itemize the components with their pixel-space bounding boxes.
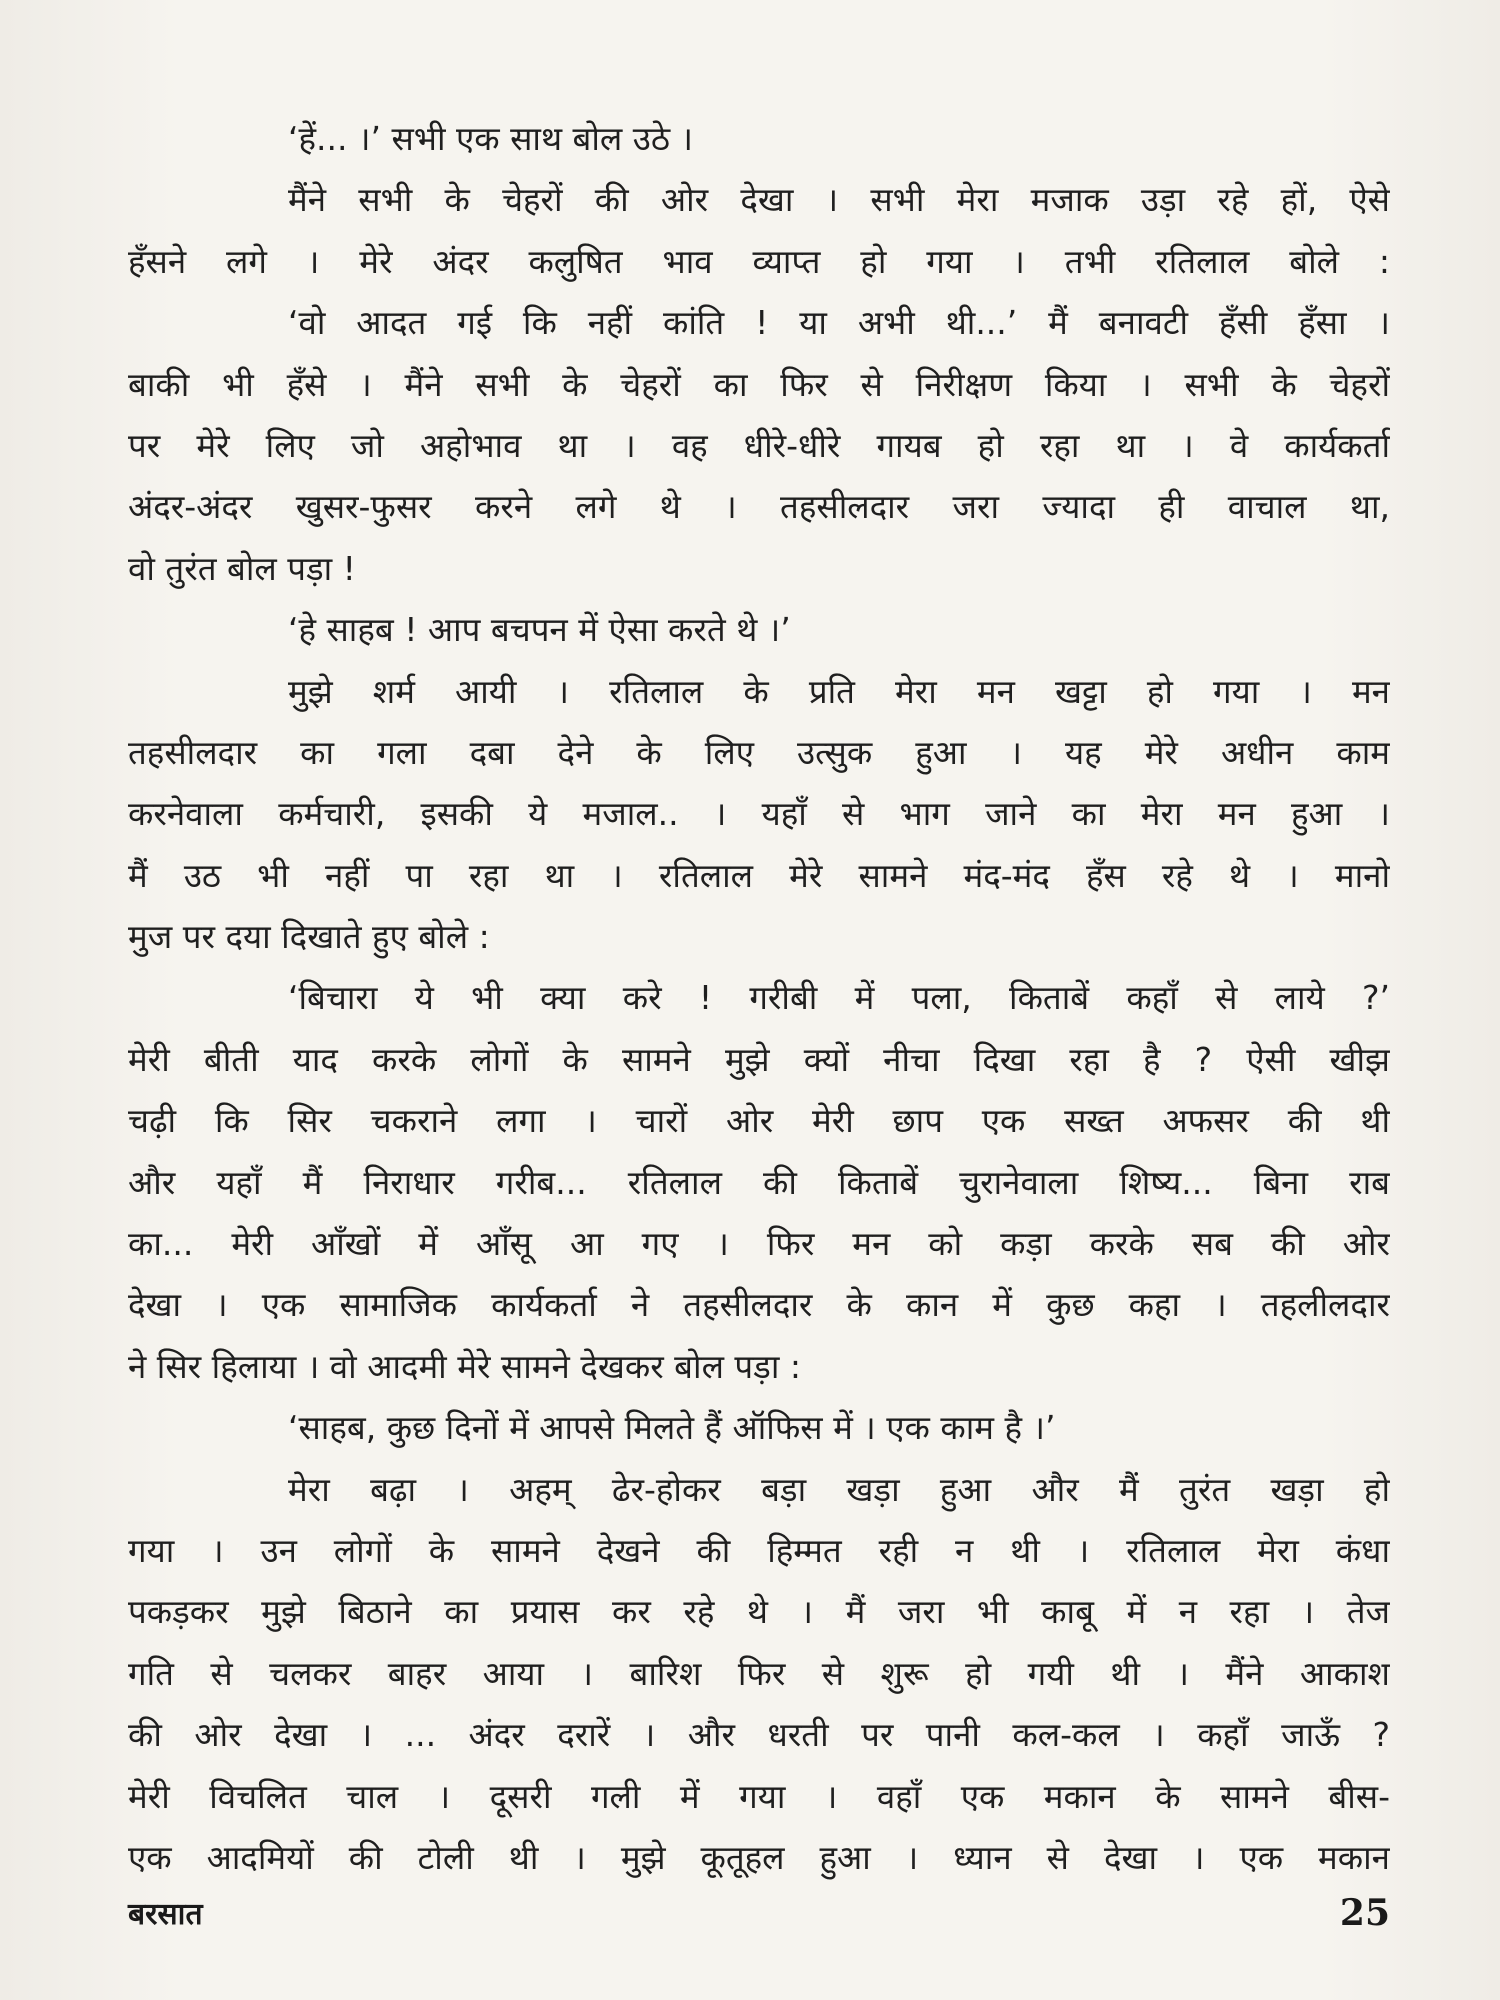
text-line: ने सिर हिलाया । वो आदमी मेरे सामने देखकर बोल पड़ा : bbox=[128, 1346, 801, 1386]
text-line: मेरी विचलित चाल । दूसरी गली में गया । वहाँ एक मकान के सामने बीस- bbox=[128, 1776, 1390, 1816]
text-line: मैंने सभी के चेहरों की ओर देखा । सभी मेरा मजाक उड़ा रहे हों, ऐसे bbox=[288, 180, 1390, 220]
text-line: पकड़कर मुझे बिठाने का प्रयास कर रहे थे । मैं जरा भी काबू में न रहा । तेज bbox=[128, 1592, 1390, 1632]
text-line: हँसने लगे । मेरे अंदर कलुषित भाव व्याप्त हो गया । तभी रतिलाल बोले : bbox=[128, 241, 1390, 281]
text-line: ‘हें... ।’ सभी एक साथ बोल उठे । bbox=[288, 119, 694, 158]
book-title: बरसात bbox=[128, 1897, 203, 1932]
text-line: गति से चलकर बाहर आया । बारिश फिर से शुरू हो गयी थी । मैंने आकाश bbox=[128, 1653, 1390, 1693]
text-line: ‘साहब, कुछ दिनों में आपसे मिलते हैं ऑफिस में । एक काम है ।’ bbox=[288, 1408, 1056, 1448]
text-line: मेरा बढ़ा । अहम् ढेर-होकर बड़ा खड़ा हुआ और मैं तुरंत खड़ा हो bbox=[288, 1469, 1390, 1509]
text-line: तहसीलदार का गला दबा देने के लिए उत्सुक हुआ । यह मेरे अधीन काम bbox=[128, 732, 1390, 772]
text-line: एक आदमियों की टोली थी । मुझे कूतूहल हुआ । ध्यान से देखा । एक मकान bbox=[128, 1837, 1390, 1877]
text-line: का... मेरी आँखों में आँसू आ गए । फिर मन को कड़ा करके सब की ओर bbox=[128, 1224, 1390, 1264]
text-line: मेरी बीती याद करके लोगों के सामने मुझे क्यों नीचा दिखा रहा है ? ऐसी खीझ bbox=[128, 1039, 1390, 1079]
text-line: ‘वो आदत गई कि नहीं कांति ! या अभी थी...’ मैं बनावटी हँसी हँसा । bbox=[288, 303, 1390, 343]
text-line: बाकी भी हँसे । मैंने सभी के चेहरों का फिर से निरीक्षण किया । सभी के चेहरों bbox=[128, 364, 1390, 404]
text-line: देखा । एक सामाजिक कार्यकर्ता ने तहसीलदार के कान में कुछ कहा । तहलीलदार bbox=[128, 1285, 1390, 1325]
text-line: ‘बिचारा ये भी क्या करे ! गरीबी में पला, किताबें कहाँ से लाये ?’ bbox=[288, 978, 1390, 1018]
text-line: अंदर-अंदर खुसर-फुसर करने लगे थे । तहसीलदार जरा ज्यादा ही वाचाल था, bbox=[128, 487, 1390, 527]
text-line: मुज पर दया दिखाते हुए बोले : bbox=[128, 917, 490, 957]
page-number: 25 bbox=[1339, 1892, 1390, 1934]
text-line: और यहाँ मैं निराधार गरीब... रतिलाल की किताबें चुरानेवाला शिष्य... बिना राब bbox=[128, 1162, 1390, 1202]
body-text bbox=[128, 108, 1390, 1888]
text-line: की ओर देखा । ... अंदर दरारें । और धरती पर पानी कल-कल । कहाँ जाऊँ ? bbox=[128, 1715, 1390, 1755]
text-line: ‘हे साहब ! आप बचपन में ऐसा करते थे ।’ bbox=[288, 610, 791, 650]
text-line: मुझे शर्म आयी । रतिलाल के प्रति मेरा मन खट्टा हो गया । मन bbox=[288, 671, 1390, 711]
text-line: वो तुरंत बोल पड़ा ! bbox=[128, 548, 356, 588]
text-line: पर मेरे लिए जो अहोभाव था । वह धीरे-धीरे गायब हो रहा था । वे कार्यकर्ता bbox=[128, 425, 1390, 465]
text-line: मैं उठ भी नहीं पा रहा था । रतिलाल मेरे सामने मंद-मंद हँस रहे थे । मानो bbox=[128, 855, 1390, 895]
text-line: करनेवाला कर्मचारी, इसकी ये मजाल.. । यहाँ से भाग जाने का मेरा मन हुआ । bbox=[128, 794, 1390, 834]
page-footer bbox=[128, 1892, 1390, 1942]
text-line: चढ़ी कि सिर चकराने लगा । चारों ओर मेरी छाप एक सख्त अफसर की थी bbox=[128, 1101, 1390, 1141]
text-line: गया । उन लोगों के सामने देखने की हिम्मत रही न थी । रतिलाल मेरा कंधा bbox=[128, 1530, 1390, 1570]
